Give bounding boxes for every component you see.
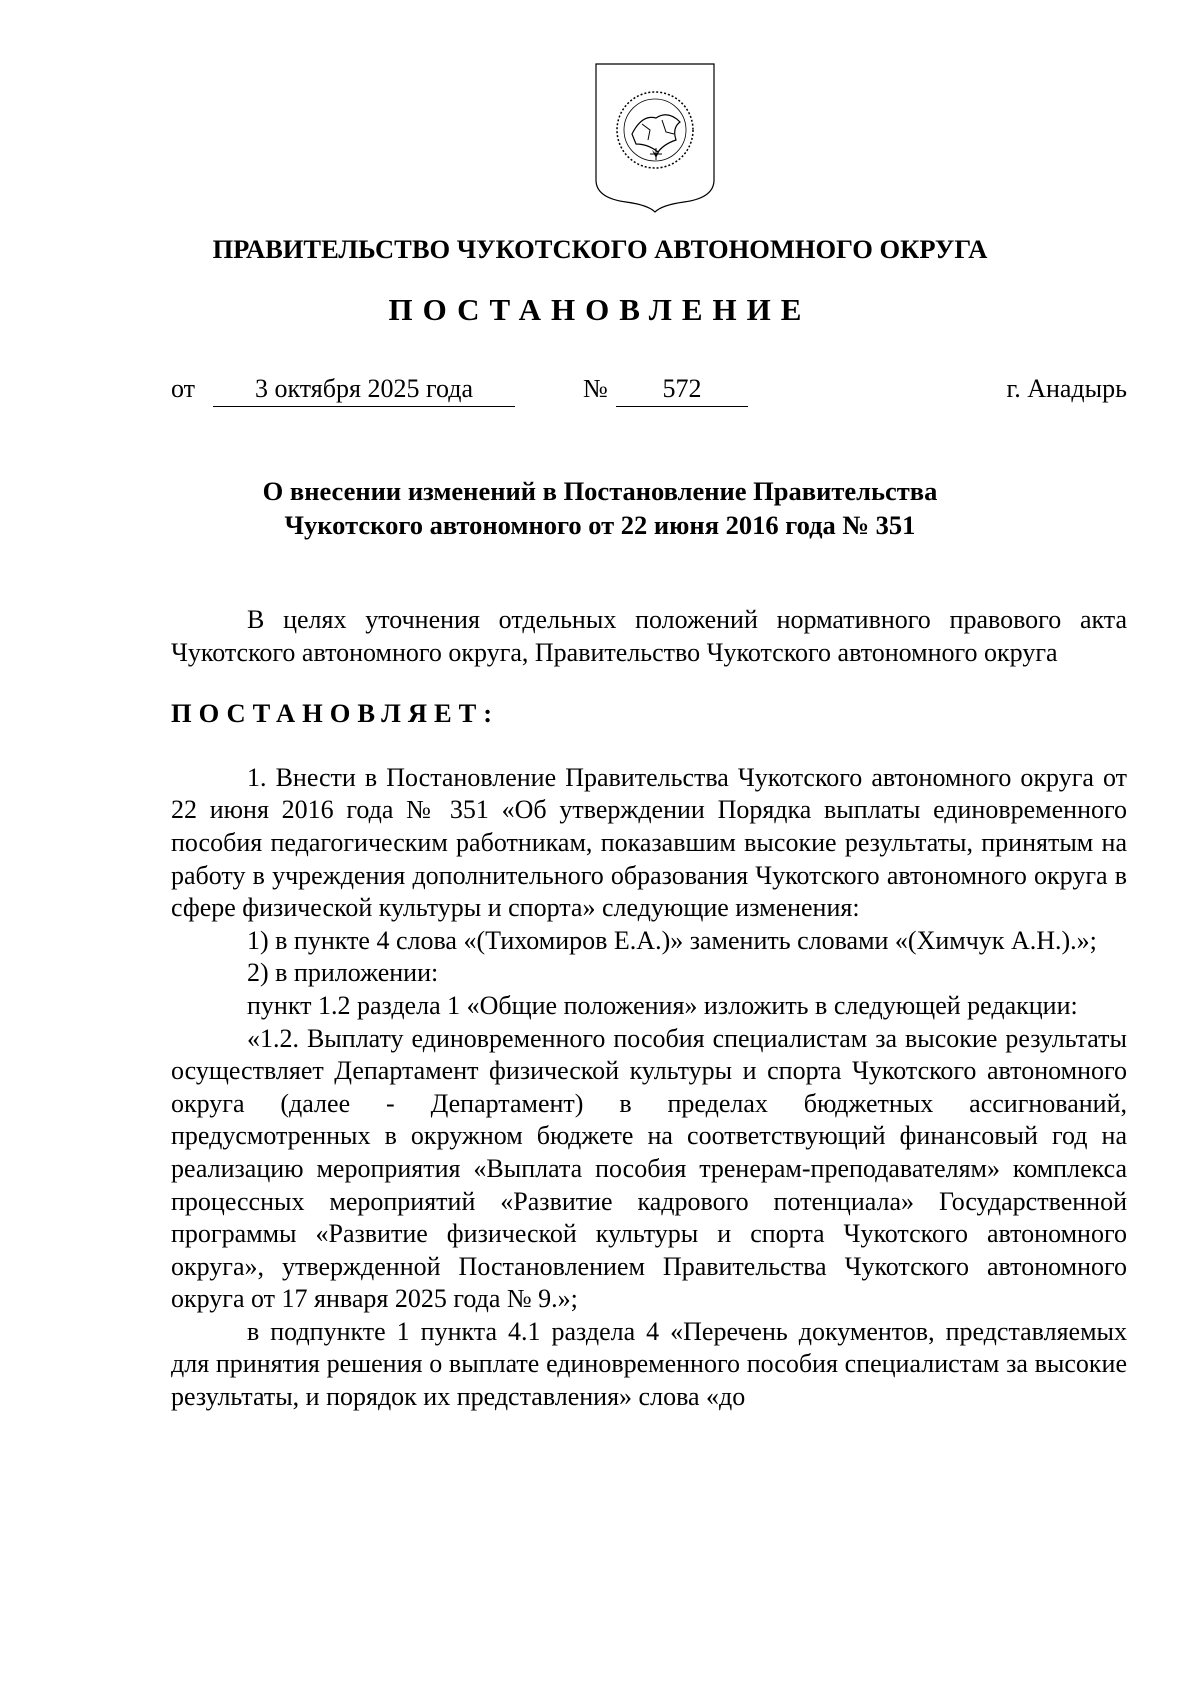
document-details-row bbox=[171, 372, 1127, 412]
document-subject bbox=[0, 474, 1200, 542]
subject-line-1: О внесении изменений в Постановление Правительства bbox=[262, 476, 938, 506]
organization-title: ПРАВИТЕЛЬСТВО ЧУКОТСКОГО АВТОНОМНОГО ОКРУГА bbox=[212, 234, 988, 264]
body-paragraph: в подпункте 1 пункта 4.1 раздела 4 «Перечень документов, представляемых для принятия решения о выплате единовременного пособия специалистам за высокие результаты, и порядок их представления» слова «до bbox=[171, 1316, 1127, 1412]
subject-line-2: Чукотского автономного от 22 июня 2016 года № 351 bbox=[284, 510, 916, 540]
document-date: 3 октября 2025 года bbox=[213, 372, 515, 407]
body-paragraph: 1) в пункте 4 слова «(Тихомиров Е.А.)» заменить словами «(Химчук А.Н.).»; bbox=[247, 925, 1097, 955]
number-sign-label: № bbox=[583, 374, 608, 403]
document-body bbox=[171, 604, 1127, 1414]
coat-of-arms-emblem bbox=[592, 60, 718, 214]
body-paragraph: 1. Внести в Постановление Правительства Чукотского автономного округа от 22 июня 2016 года № 351 «Об утверждении Порядка выплаты единовременного пособия педагогическим работникам, показавшим высокие результаты, принятым на работу в учреждения дополнительного образования Чукотского автономного округа в сфере физической культуры и спорта» следующие изменения: bbox=[171, 762, 1127, 923]
document-type-title: ПОСТАНОВЛЕНИЕ bbox=[388, 292, 812, 327]
date-prefix-label: от bbox=[171, 374, 196, 403]
document-number: 572 bbox=[616, 372, 748, 407]
resolve-heading: ПОСТАНОВЛЯЕТ: bbox=[171, 698, 500, 729]
preamble-paragraph: В целях уточнения отдельных положений нормативного правового акта Чукотского автономного округа, Правительство Чукотского автономного округа bbox=[171, 605, 1127, 667]
body-paragraph: 2) в приложении: bbox=[247, 958, 439, 988]
document-city: г. Анадырь bbox=[1006, 374, 1127, 403]
body-paragraph: «1.2. Выплату единовременного пособия специалистам за высокие результаты осуществляет Департамент физической культуры и спорта Чукотского автономного округа (далее - Департамент) в пределах бюджетных ассигнований, предусмотренных в окружном бюджете на соответствующий финансовый год на реализацию мероприятия «Выплата пособия тренерам-преподавателям» комплекса процессных мероприятий «Развитие кадрового потенциала» Государственной программы «Развитие физической культуры и спорта Чукотского автономного округа», утвержденной Постановлением Правительства Чукотского автономного округа от 17 января 2025 года № 9.»; bbox=[171, 1023, 1127, 1314]
body-paragraph: пункт 1.2 раздела 1 «Общие положения» изложить в следующей редакции: bbox=[247, 990, 1078, 1020]
